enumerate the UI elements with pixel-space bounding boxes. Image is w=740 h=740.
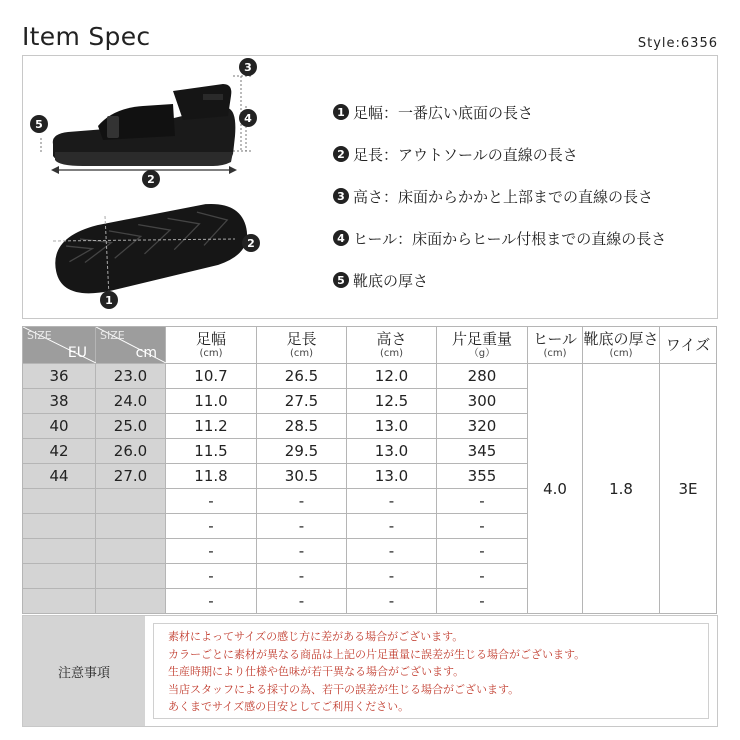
table-row: - - - - xyxy=(23,514,717,539)
legend-text: 足長：アウトソールの直線の長さ xyxy=(353,145,578,164)
note-line: あくまでサイズ感の目安としてご利用ください。 xyxy=(168,700,410,713)
legend-text: 靴底の厚さ xyxy=(353,271,429,290)
notes-list xyxy=(153,623,709,719)
legend-number: 3 xyxy=(333,188,349,204)
table-row: - - - - xyxy=(23,589,717,614)
legend-number: 1 xyxy=(333,104,349,120)
col-header: 足幅 (cm) xyxy=(166,327,257,364)
style-code: Style:6356 xyxy=(637,36,718,51)
table-row: - - - - xyxy=(23,564,717,589)
legend-item xyxy=(333,91,666,133)
size-eu-header: SIZE EU xyxy=(23,327,96,364)
col-header: 足長 (cm) xyxy=(257,327,347,364)
heel-value: 4.0 xyxy=(528,364,583,614)
table-row: 36 23.0 10.7 26.5 12.0 280 4.0 1.8 3E xyxy=(23,364,717,389)
table-row: 38 24.0 11.0 27.5 12.5 300 xyxy=(23,389,717,414)
marker-1: 1 xyxy=(100,291,118,309)
legend-item xyxy=(333,175,666,217)
legend-text: ヒール：床面からヒール付根までの直線の長さ xyxy=(353,229,667,248)
sole-thickness-value: 1.8 xyxy=(583,364,660,614)
legend-text: 足幅：一番広い底面の長さ xyxy=(353,103,534,122)
spec-diagram-box xyxy=(22,55,718,319)
table-row: 44 27.0 11.8 30.5 13.0 355 xyxy=(23,464,717,489)
marker-2a: 2 xyxy=(142,170,160,188)
legend-item xyxy=(333,217,666,259)
legend-number: 2 xyxy=(333,146,349,162)
col-header: 片足重量 （g） xyxy=(437,327,528,364)
legend-item xyxy=(333,133,666,175)
notes-section xyxy=(22,615,718,727)
marker-3: 3 xyxy=(239,58,257,76)
page-title: Item Spec xyxy=(22,22,151,51)
legend-number: 4 xyxy=(333,230,349,246)
size-cm-header: SIZE cm xyxy=(96,327,166,364)
col-header: 靴底の厚さ (cm) xyxy=(583,327,660,364)
col-header: 高さ (cm) xyxy=(347,327,437,364)
note-line: 生産時期により仕様や色味が若干異なる場合がございます。 xyxy=(168,665,465,678)
note-line: 素材によってサイズの感じ方に差がある場合がございます。 xyxy=(168,630,464,643)
legend-item xyxy=(333,259,666,301)
note-line: 当店スタッフによる採寸の為、若干の誤差が生じる場合がございます。 xyxy=(168,682,520,696)
table-row: - - - - xyxy=(23,489,717,514)
marker-4: 4 xyxy=(239,109,257,127)
legend-text: 高さ：床面からかかと上部までの直線の長さ xyxy=(353,187,654,206)
width-value: 3E xyxy=(660,364,717,614)
table-row: 42 26.0 11.5 29.5 13.0 345 xyxy=(23,439,717,464)
table-row: 40 25.0 11.2 28.5 13.0 320 xyxy=(23,414,717,439)
legend-number: 5 xyxy=(333,272,349,288)
measurement-legend xyxy=(333,91,666,301)
table-row: - - - - xyxy=(23,539,717,564)
marker-5: 5 xyxy=(30,115,48,133)
notes-label: 注意事項 xyxy=(23,616,145,726)
marker-2b: 2 xyxy=(242,234,260,252)
size-table xyxy=(22,326,717,614)
col-header: ワイズ xyxy=(660,327,717,364)
col-header: ヒール (cm) xyxy=(528,327,583,364)
note-line: カラーごとに素材が異なる商品は上記の片足重量に誤差が生じる場合がございます。 xyxy=(168,647,586,661)
